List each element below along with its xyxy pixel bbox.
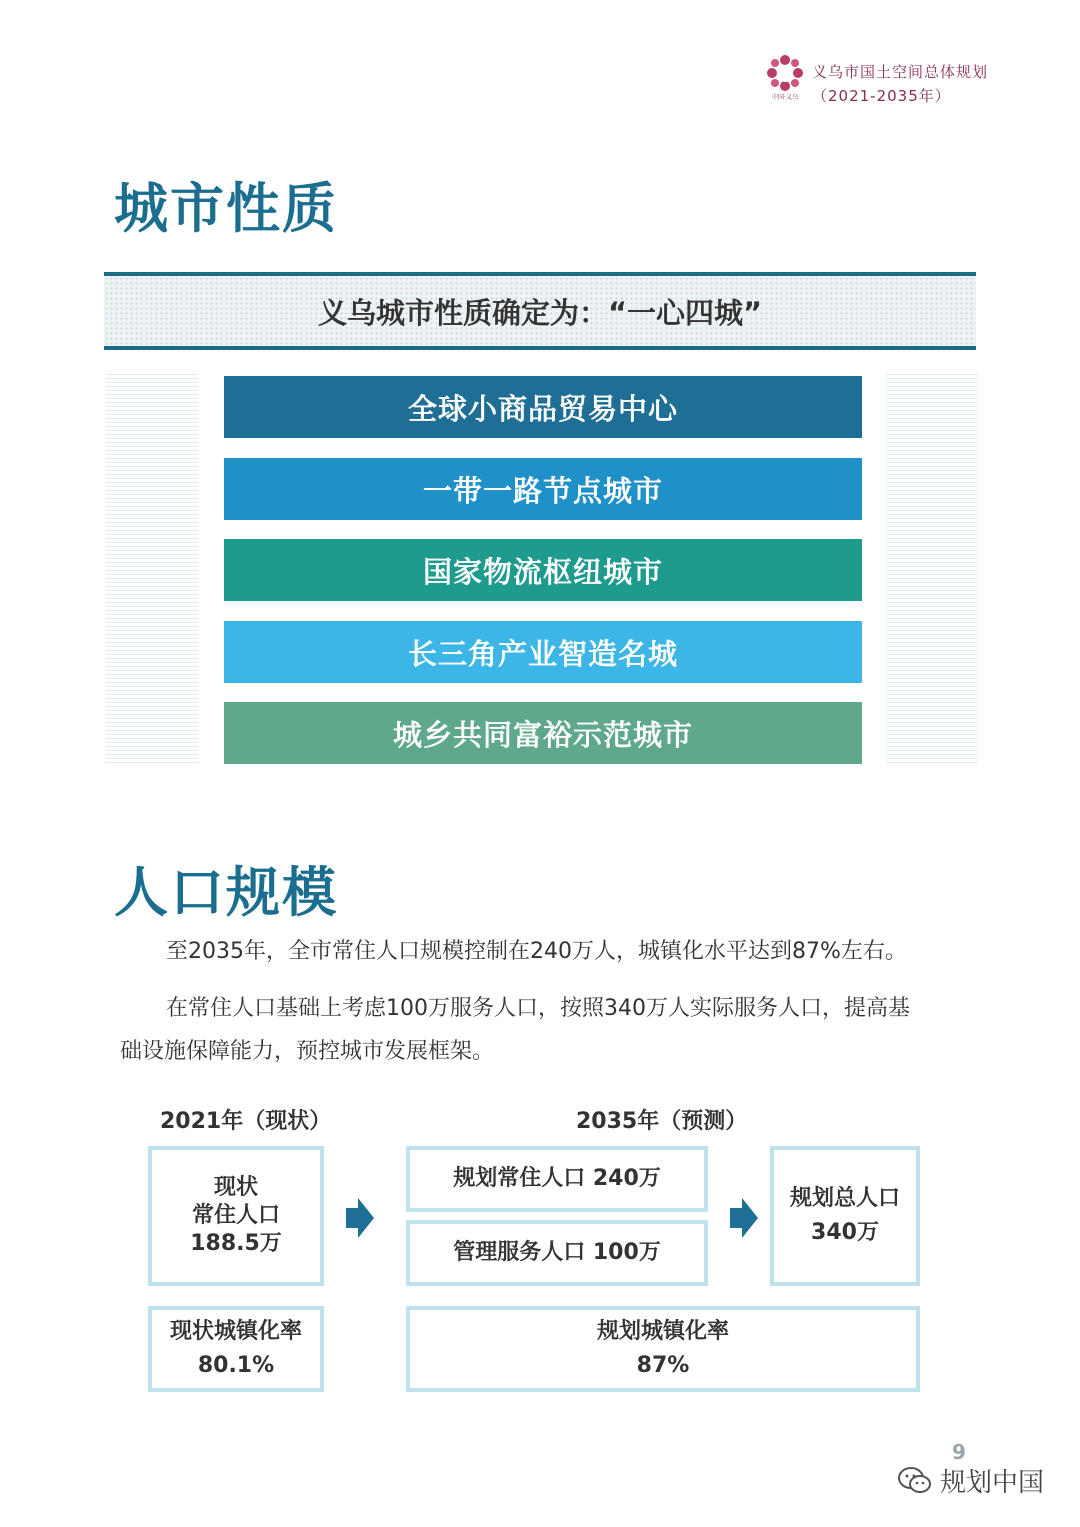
column-label-2035: 2035年（预测）: [576, 1109, 748, 1134]
planned-urban-label: 规划城镇化率: [596, 1319, 729, 1344]
planned-urban-value: 87%: [636, 1353, 690, 1378]
current-urban-value: 80.1%: [197, 1353, 275, 1378]
current-urban-label: 现状城镇化率: [169, 1319, 302, 1344]
page-number: 9: [952, 1440, 966, 1464]
section-title-population: 人口规模: [114, 861, 338, 924]
planned-total-value: 340万: [811, 1220, 879, 1245]
arrow-right-icon: [346, 1198, 374, 1238]
current-pop-value: 188.5万: [190, 1231, 282, 1256]
logo-caption: 中国·义乌: [772, 94, 798, 101]
managed-service-box: [406, 1220, 708, 1286]
watermark: [898, 1462, 1044, 1499]
arrow-right-icon: [730, 1198, 758, 1238]
planned-resident-box: [406, 1146, 708, 1212]
managed-service-text: 管理服务人口 100万: [453, 1240, 661, 1265]
header-title-block: [812, 60, 988, 108]
yiwu-logo-icon: [764, 52, 806, 106]
population-paragraph-2-line1: 在常住人口基础上考虑100万服务人口，按照340万人实际服务人口，提高基: [166, 996, 910, 1021]
nature-bar-belt-road-node: 一带一路节点城市: [224, 458, 862, 520]
city-nature-banner: 义乌城市性质确定为：“一心四城”: [104, 276, 976, 346]
current-population-box: [148, 1146, 324, 1286]
current-pop-line1: 现状: [213, 1175, 258, 1200]
section-title-city-nature: 城市性质: [114, 177, 338, 240]
planned-urbanization-box: [406, 1306, 920, 1392]
nature-bar-smart-manufacturing: 长三角产业智造名城: [224, 621, 862, 683]
population-paragraph-2-line2: 础设施保障能力，预控城市发展框架。: [120, 1039, 495, 1064]
population-paragraph-1: 至2035年，全市常住人口规模控制在240万人，城镇化水平达到87%左右。: [166, 939, 907, 964]
planned-total-box: [770, 1146, 920, 1286]
header-years: （2021-2035年）: [812, 87, 951, 105]
planned-resident-text: 规划常住人口 240万: [453, 1166, 661, 1191]
nature-bar-trade-center: 全球小商品贸易中心: [224, 376, 862, 438]
right-decor-panel: [886, 374, 978, 764]
left-decor-panel: [106, 374, 198, 764]
current-pop-line2: 常住人口: [191, 1203, 280, 1228]
current-urbanization-box: [148, 1306, 324, 1392]
wechat-icon: [898, 1466, 932, 1496]
banner-bottom-rule: [104, 346, 976, 350]
column-label-2021: 2021年（现状）: [160, 1109, 332, 1134]
planned-total-label: 规划总人口: [789, 1186, 900, 1211]
nature-bar-common-prosperity: 城乡共同富裕示范城市: [224, 702, 862, 764]
watermark-text: 规划中国: [940, 1468, 1045, 1498]
nature-bar-logistics-hub: 国家物流枢纽城市: [224, 539, 862, 601]
header-title: 义乌市国土空间总体规划: [812, 63, 989, 81]
